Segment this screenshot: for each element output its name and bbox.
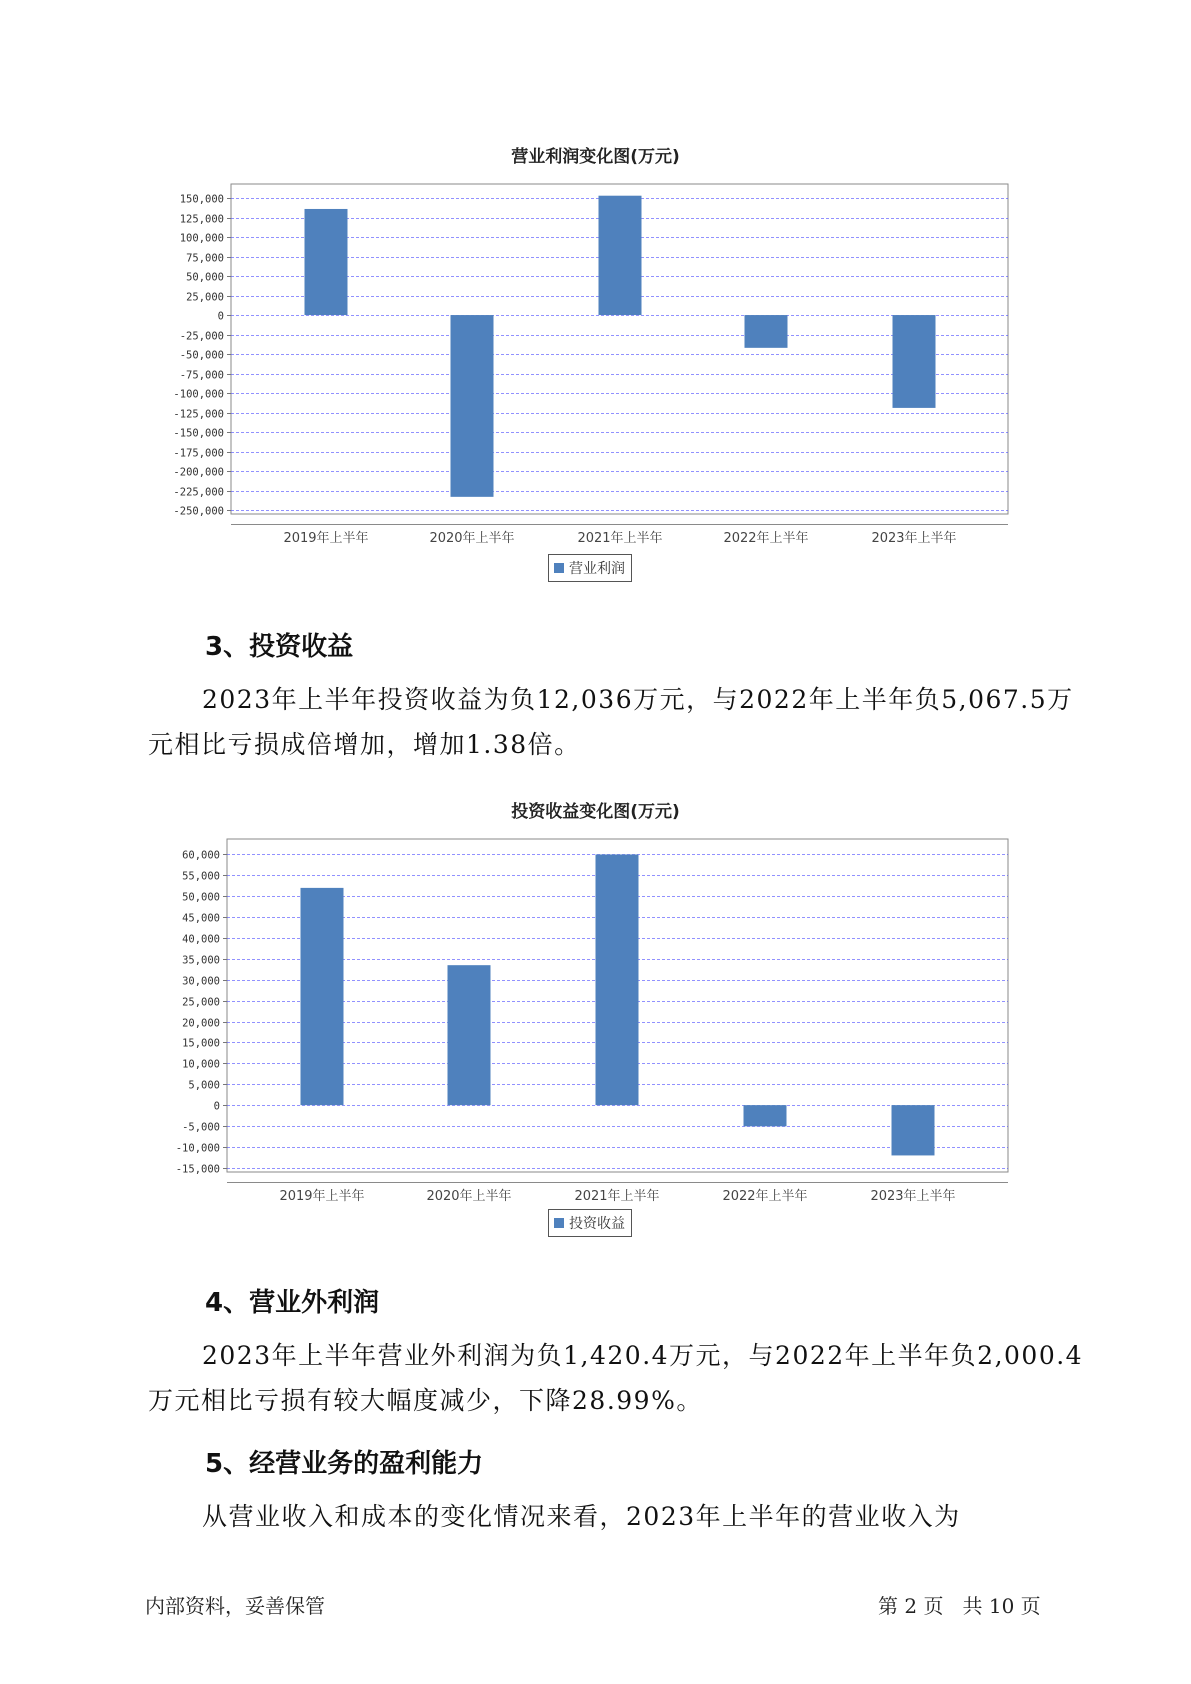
x-tick-label: 2020年上半年	[426, 1189, 512, 1204]
y-tick-label: 30,000	[182, 975, 220, 988]
y-tick-label: 0	[217, 310, 224, 323]
x-tick-label: 2020年上半年	[429, 531, 515, 546]
y-tick-label: 25,000	[182, 996, 220, 1009]
x-tick-label: 2022年上半年	[723, 531, 809, 546]
chart-1-legend-label: 营业利润	[569, 561, 625, 577]
y-tick-label: -5,000	[182, 1121, 220, 1134]
bar	[448, 965, 491, 1105]
section-heading-non-operating-profit: 4、营业外利润	[205, 1288, 380, 1318]
y-tick-label: -25,000	[179, 330, 224, 343]
x-tick-label: 2023年上半年	[871, 531, 957, 546]
y-tick-label: -10,000	[175, 1142, 220, 1155]
y-tick-label: 45,000	[182, 912, 220, 925]
y-tick-label: 75,000	[186, 252, 224, 265]
paragraph-line: 万元相比亏损有较大幅度减少，下降28.99%。	[148, 1386, 703, 1415]
x-tick-label: 2022年上半年	[722, 1189, 808, 1204]
footer-confidential-note: 内部资料，妥善保管	[145, 1594, 325, 1618]
y-tick-label: -200,000	[173, 466, 224, 479]
paragraph-line: 2023年上半年营业外利润为负1,420.4万元，与2022年上半年负2,000.4	[202, 1341, 1084, 1370]
paragraph-line: 元相比亏损成倍增加，增加1.38倍。	[148, 730, 581, 759]
y-tick-label: 25,000	[186, 291, 224, 304]
chart-1-title: 营业利润变化图(万元)	[511, 147, 680, 167]
y-tick-label: -100,000	[173, 388, 224, 401]
footer-page-number: 第 2 页 共 10 页	[878, 1594, 1041, 1618]
y-tick-label: 55,000	[182, 870, 220, 883]
y-tick-label: 0	[213, 1100, 220, 1113]
bar	[301, 888, 344, 1105]
chart-2-legend	[548, 1209, 632, 1237]
y-tick-label: 50,000	[182, 891, 220, 904]
y-tick-label: 10,000	[182, 1058, 220, 1071]
y-tick-label: 150,000	[179, 193, 224, 206]
y-tick-label: -150,000	[173, 427, 224, 440]
paragraph-profitability	[148, 1494, 1078, 1539]
y-tick-label: 40,000	[182, 933, 220, 946]
y-tick-label: -175,000	[173, 447, 224, 460]
y-tick-label: 20,000	[182, 1017, 220, 1030]
y-tick-label: 125,000	[179, 213, 224, 226]
paragraph-line: 从营业收入和成本的变化情况来看，2023年上半年的营业收入为	[202, 1502, 961, 1531]
bar	[744, 1105, 787, 1126]
y-tick-label: 60,000	[182, 849, 220, 862]
x-tick-label: 2019年上半年	[283, 531, 369, 546]
x-tick-label: 2021年上半年	[577, 531, 663, 546]
y-tick-label: -75,000	[179, 369, 224, 382]
chart-2-title: 投资收益变化图(万元)	[511, 802, 680, 822]
bar	[596, 854, 639, 1105]
y-tick-label: -225,000	[173, 486, 224, 499]
y-tick-label: -125,000	[173, 408, 224, 421]
section-heading-investment-income: 3、投资收益	[205, 632, 354, 662]
legend-swatch	[554, 1218, 564, 1228]
x-tick-label: 2021年上半年	[574, 1189, 660, 1204]
y-tick-label: 5,000	[188, 1079, 220, 1092]
paragraph-line: 2023年上半年投资收益为负12,036万元，与2022年上半年负5,067.5万	[202, 685, 1074, 714]
x-tick-label: 2023年上半年	[870, 1189, 956, 1204]
y-tick-label: 100,000	[179, 232, 224, 245]
section-heading-profitability: 5、经营业务的盈利能力	[205, 1449, 484, 1479]
x-tick-label: 2019年上半年	[279, 1189, 365, 1204]
chart-2-legend-label: 投资收益	[569, 1216, 625, 1232]
y-tick-label: 50,000	[186, 271, 224, 284]
bar	[892, 1105, 935, 1155]
y-tick-label: -250,000	[173, 505, 224, 518]
y-tick-label: -15,000	[175, 1163, 220, 1176]
paragraph-non-operating-profit	[148, 1333, 1084, 1423]
y-tick-label: 35,000	[182, 954, 220, 967]
y-tick-label: 15,000	[182, 1037, 220, 1050]
y-tick-label: -50,000	[179, 349, 224, 362]
